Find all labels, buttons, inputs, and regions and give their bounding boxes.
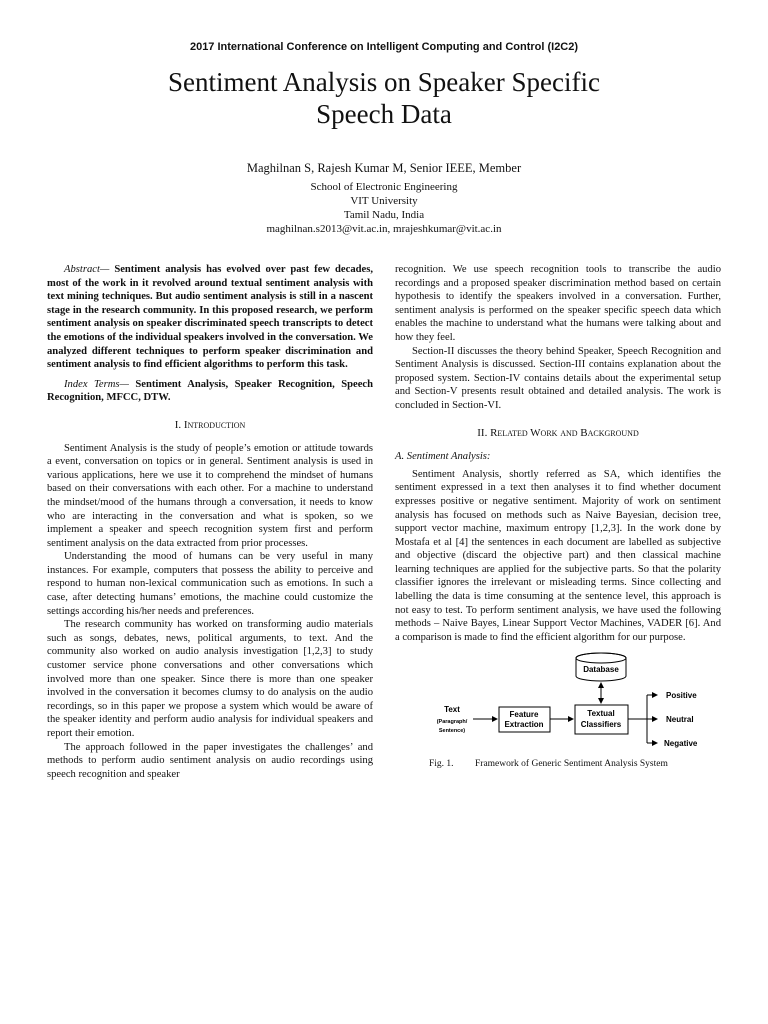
caption-text: Framework of Generic Sentiment Analysis System <box>475 759 668 770</box>
classifier-label-2: Classifiers <box>580 720 622 730</box>
output-neutral: Neutral <box>666 715 694 725</box>
affiliation-university: VIT University <box>350 195 418 207</box>
database-node <box>576 653 626 681</box>
intro-paragraph-4: The approach followed in the paper investigates the challenges’ and methods to perform audio sentiment analysis on audio recordings using speech recognition and speaker <box>47 741 373 780</box>
index-terms-text: Sentiment Analysis, Speaker Recognition, Speech Recognition, MFCC, DTW. <box>47 378 373 404</box>
output-negative: Negative <box>664 739 698 749</box>
left-column <box>47 263 373 781</box>
intro-continuation: recognition. We use speech recognition tools to transcribe the audio recordings and a proposed speaker discrimination method based on certain hypothesis to identify the speakers involved in a conversation. Further, sentiment analysis is performed on the speaker specific speech data which enables the machine to understand what the humans were talking about and how they feel. <box>395 264 721 343</box>
affiliation <box>0 180 768 236</box>
figure-1 <box>395 650 721 758</box>
output-positive: Positive <box>666 691 697 701</box>
text-input-sub2: Sentence) <box>438 728 466 735</box>
abstract-text: Sentiment analysis has evolved over past few decades, most of the work in it revolved around textual sentiment analysis with text mining techniques. But audio sentiment analysis is still in a nascent stage in the research community. In this proposed research, we perform sentiment analysis on speaker discriminated speech transcripts to detect the emotions of the individual speakers involved in the conversation. We analyzed different techniques to perform speaker discrimination and sentiment analysis to find efficient algorithms to perform this task. <box>47 264 373 371</box>
intro-paragraph-1: Sentiment Analysis is the study of people’s emotion or attitude towards a event, conversation on topics or in general. Sentiment analysis is used in various applications, here we use it to comprehend the mindset of humans based on their conversations with each other. For a machine to understand the mindset/mood of the humans through a conversation, it needs to know who are interacting in the conversation and what is spoken, so we implement a speaker and speech recognition system first and perform sentiment analysis on the data extracted from prior processes. <box>47 442 373 549</box>
paper-title <box>0 66 768 130</box>
affiliation-school: School of Electronic Engineering <box>310 181 458 193</box>
sentiment-analysis-paragraph: Sentiment Analysis, shortly referred as SA, which identifies the sentiment expressed in a text then analyses it to find whether document expresses positive or negative sentiment. Majority of work on sentiment analysis has focused on methods such as Naive Bayesian, decision tree, support vector machine, maximum entropy [1,2,3]. In the work done by Mostafa et al [4] the sentences in each document are labelled as subjective and objective (discard the objective part) and then classical machine learning techniques are applied for the subjective parts. So that the polarity classifier ignores the irrelevant or misleading terms. Since collecting and labelling the data is time consuming at the sentence level, this approach is not easy to test. To perform sentiment analysis, we have used the following methods – Naive Bayes, Linear Support Vector Machines, VADER [6]. And a comparison is made to find the efficient algorithm for our purpose. <box>395 468 721 643</box>
feature-label-1: Feature <box>509 710 539 720</box>
intro-paragraph-3: The research community has worked on transforming audio materials such as songs, debates, news, political arguments, to text. And the community also worked on audio analysis investigation [1,2,3] to study customer service phone conversations and other conversations which involved more than one speaker. Since there is more than one speaker involved in the conversation it becomes clumsy to do analysis on the audio recordings, so in this paper we propose a system which would be aware of the speaker identity and perform audio analysis for individual speakers and report their emotion. <box>47 619 373 739</box>
authors: Maghilnan S, Rajesh Kumar M, Senior IEEE, Member <box>246 161 522 175</box>
index-terms-label: Index Terms— <box>64 378 129 390</box>
index-terms <box>47 378 373 405</box>
feature-label-2: Extraction <box>504 720 544 730</box>
outline-paragraph: Section-II discusses the theory behind Speaker, Speech Recognition and Sentiment Analysis is discussed. Section-III contains explanation about the proposed system. Section-IV contains details about the experimental setup and Section-V presents result obtained and detailed analysis. The work is concluded in Section-VI. <box>395 345 721 411</box>
caption-label: Fig. 1. <box>429 759 454 770</box>
database-label: Database <box>583 665 619 675</box>
section-2-heading: II. Related Work and Background <box>477 426 639 439</box>
affiliation-emails: maghilnan.s2013@vit.ac.in, mrajeshkumar@vit.ac.in <box>266 223 502 235</box>
affiliation-location: Tamil Nadu, India <box>343 209 425 221</box>
title-line-2: Speech Data <box>316 99 452 129</box>
section-1-heading: I. Introduction <box>174 418 246 431</box>
subsection-a-heading: A. Sentiment Analysis: <box>395 451 491 463</box>
figure-caption <box>395 758 721 772</box>
framework-diagram <box>395 650 721 758</box>
abstract-label: Abstract— <box>64 264 110 275</box>
text-input-label: Text <box>444 705 460 715</box>
abstract <box>47 263 373 372</box>
conference-header: 2017 International Conference on Intelligent Computing and Control (I2C2) <box>189 41 579 53</box>
title-line-1: Sentiment Analysis on Speaker Specific <box>168 67 600 97</box>
text-input-sub1: (Paragraph/ <box>436 719 468 726</box>
classifier-label-1: Textual <box>587 709 615 719</box>
intro-paragraph-2: Understanding the mood of humans can be very useful in many instances. For example, computers that possess the ability to perceive and respond to human non-lexical communication such as emotions. In such a case, after detecting humans’ emotions, the machine could customize the settings according his/her needs and preferences. <box>47 551 373 617</box>
right-column <box>395 263 721 772</box>
